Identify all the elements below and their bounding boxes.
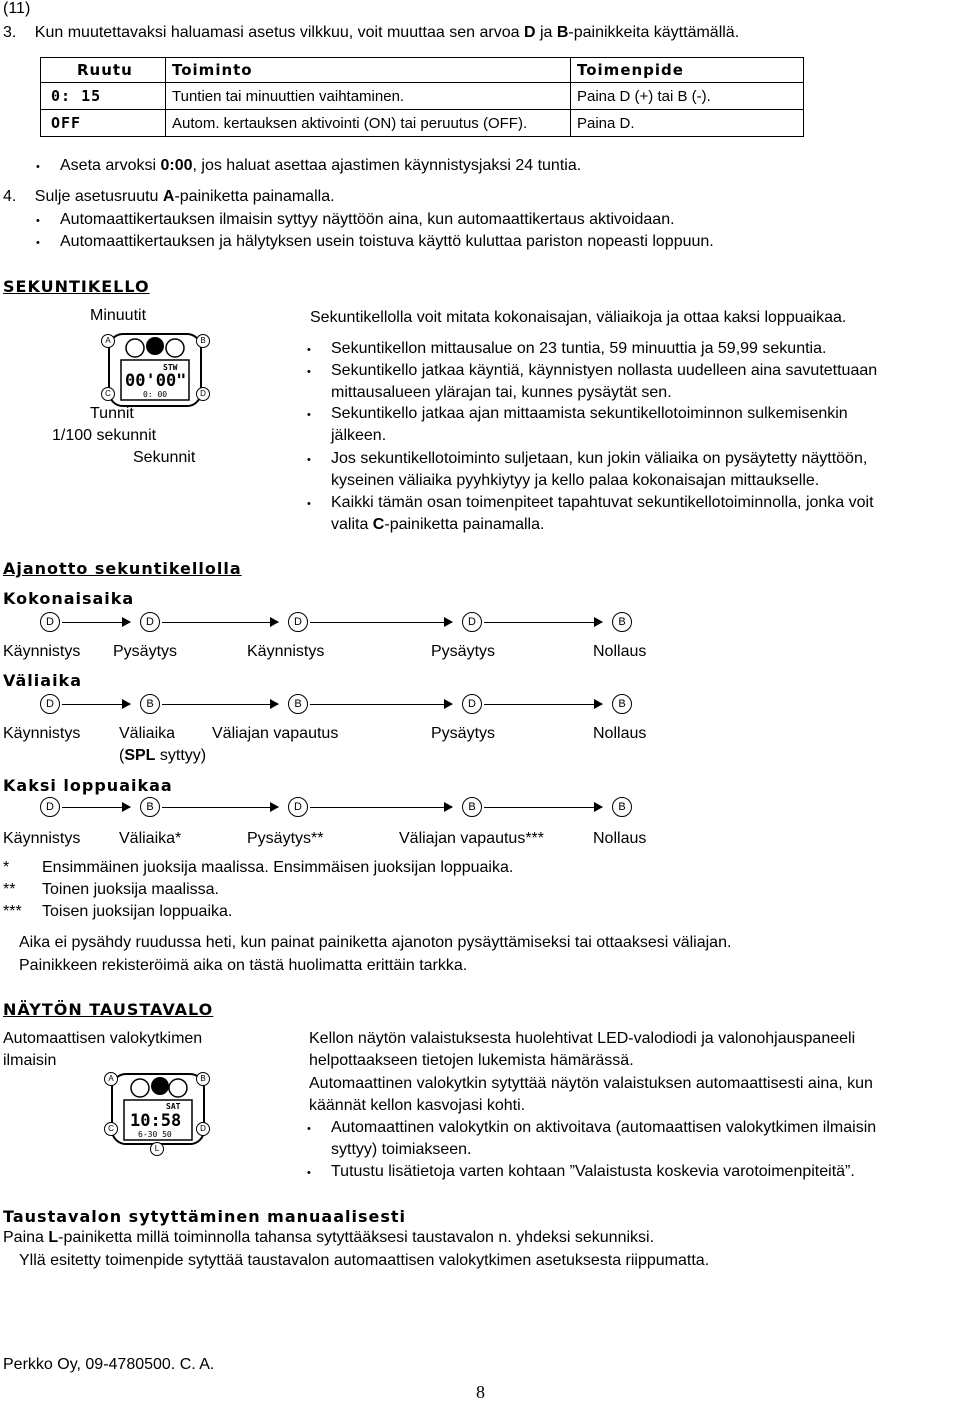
subheading-two-finish: Kaksi loppuaikaa — [3, 776, 173, 795]
subheading-split: Väliaika — [3, 671, 82, 690]
footnote-text: Ensimmäinen juoksija maalissa. Ensimmäisen juoksijan loppuaika. — [42, 859, 514, 876]
bullet-text: -painiketta painamalla. — [384, 516, 545, 533]
lcd-mode-text: STW — [163, 363, 178, 372]
note-text: ( — [119, 747, 125, 764]
subdial — [151, 1077, 169, 1095]
button-d-icon: D — [196, 1122, 210, 1136]
step-number: 3. — [3, 24, 17, 41]
step-label: Pysäytys — [113, 643, 178, 660]
bullet-item: • Sekuntikello jatkaa ajan mittaamista sekuntikellotoiminnon sulkemisenkin — [331, 405, 848, 423]
bullet-item: • Automaattikertauksen ja hälytyksen usein toistuva käyttö kuluttaa pariston nopeasti loppuun. — [60, 233, 714, 251]
stopwatch-intro: Sekuntikellolla voit mitata kokonaisajan, väliaikoja ja ottaa kaksi loppuaikaa. — [310, 309, 847, 326]
subdial — [131, 1079, 149, 1097]
table-header-row — [41, 58, 804, 83]
step-number: 4. — [3, 188, 17, 205]
step-label: Käynnistys — [3, 830, 81, 847]
step-label: Käynnistys — [3, 725, 81, 742]
key-c: C — [372, 516, 385, 533]
bullet-item: • Aika ei pysähdy ruudussa heti, kun painat painiketta ajanoton pysäyttämiseksi tai ottaaksesi väliajan. — [19, 934, 731, 952]
bullet-item: • Automaattinen valokytkin on aktivoitava (automaattisen valokytkimen ilmaisin — [331, 1119, 876, 1137]
step-label: Väliajan vapautus*** — [399, 830, 544, 847]
button-icon: B — [612, 612, 632, 632]
lcd-mode-text: SAT — [166, 1102, 181, 1111]
label-seconds: Sekunnit — [133, 449, 196, 466]
button-icon: D — [40, 612, 60, 632]
lcd-sub-text: 6-30 50 — [138, 1130, 172, 1139]
bullet-text: , jos haluat asettaa ajastimen käynnistysjaksi 24 tuntia. — [192, 157, 582, 174]
arrow-right-icon — [484, 807, 602, 808]
step-text: Sulje asetusruutu — [34, 188, 163, 205]
lcd-screen: 0: 15 — [41, 83, 166, 110]
table-cell: Paina D (+) tai B (-). — [571, 83, 804, 110]
step-label: Väliaika* — [119, 830, 182, 847]
lcd-main-text: 00'00" — [125, 371, 187, 391]
lcd-screen: OFF — [41, 110, 166, 137]
button-icon: B — [612, 694, 632, 714]
bullet-continuation — [331, 516, 544, 534]
manual-text-part: Paina — [3, 1229, 49, 1246]
button-icon: B — [288, 694, 308, 714]
bullet-item — [60, 157, 581, 175]
bullet-item: • Tutustu lisätietoja varten kohtaan ”Valaistusta koskevia varotoimenpiteitä”. — [331, 1163, 855, 1181]
step-text: ja — [535, 24, 557, 41]
button-icon: D — [462, 694, 482, 714]
key-l: L — [48, 1229, 59, 1246]
paragraph: Kellon näytön valaistuksesta huolehtivat LED-valodiodi ja valonohjauspaneeli — [309, 1030, 856, 1047]
step-4 — [3, 188, 335, 206]
section-heading-backlight: NÄYTÖN TAUSTAVALO — [3, 1000, 214, 1019]
arrow-right-icon — [162, 704, 278, 705]
bullet-text: valita — [331, 516, 373, 533]
paragraph: helpottaakseen tietojen lukemista hämärässä. — [309, 1052, 634, 1069]
button-icon: B — [140, 694, 160, 714]
step-text: -painikkeita käyttämällä. — [568, 24, 740, 41]
button-icon: D — [140, 612, 160, 632]
arrow-right-icon — [62, 622, 130, 623]
label-minutes: Minuutit — [90, 307, 147, 324]
page-tag: (11) — [3, 0, 31, 17]
step-label: Nollaus — [593, 830, 647, 847]
button-l-icon: L — [150, 1142, 164, 1156]
table-header: Ruutu — [41, 58, 166, 83]
button-b-icon: B — [196, 334, 210, 348]
button-b-icon: B — [196, 1072, 210, 1086]
step-label: Pysäytys — [431, 643, 496, 660]
footer-company: Perkko Oy, 09-4780500. C. A. — [3, 1356, 215, 1373]
subheading-manual-light: Taustavalon sytyttäminen manuaalisesti — [3, 1207, 406, 1226]
bullet-item: • Yllä esitetty toimenpide sytyttää taustavalon automaattisen valokytkimen asetuksesta riippumatta. — [19, 1252, 709, 1270]
table-cell: Autom. kertauksen aktivointi (ON) tai peruutus (OFF). — [166, 110, 571, 137]
arrow-right-icon — [310, 807, 452, 808]
bullet-text: Aseta arvoksi — [60, 157, 161, 174]
settings-table — [40, 57, 804, 137]
subdial — [166, 339, 184, 357]
table-cell: Tuntien tai minuuttien vaihtaminen. — [166, 83, 571, 110]
section-heading-timing: Ajanotto sekuntikellolla — [3, 559, 242, 578]
table-header: Toimenpide — [571, 58, 804, 83]
step-label: Väliaika — [119, 725, 176, 742]
arrow-right-icon — [484, 622, 602, 623]
button-a-icon: A — [101, 334, 115, 348]
footnote-text: Toinen juoksija maalissa. — [42, 881, 219, 898]
button-c-icon: C — [101, 387, 115, 401]
button-icon: D — [40, 694, 60, 714]
subheading-total: Kokonaisaika — [3, 589, 135, 608]
caption: Automaattisen valokytkimen — [3, 1030, 203, 1047]
caption: ilmaisin — [3, 1052, 57, 1069]
footnote-mark: *** — [3, 903, 22, 920]
bullet-continuation: kyseinen väliaika pyyhkiytyy ja kello palaa kokonaisajan mittaukselle. — [331, 472, 820, 489]
page-number: 8 — [476, 1382, 485, 1402]
split-note — [119, 747, 206, 765]
paragraph: käännät kellon kasvojasi kohti. — [309, 1097, 526, 1114]
subdial — [169, 1079, 187, 1097]
step-label: Käynnistys — [247, 643, 325, 660]
label-hundredths: 1/100 sekunnit — [52, 427, 157, 444]
bullet-continuation: mittausalueen ylärajan tai, kunnes pysäytät sen. — [331, 384, 672, 401]
button-icon: B — [612, 797, 632, 817]
table-row — [41, 110, 804, 137]
bullet-item: • Automaattikertauksen ilmaisin syttyy näyttöön aina, kun automaattikertaus aktivoidaan. — [60, 211, 675, 229]
key-a: A — [162, 188, 175, 205]
button-a-icon: A — [104, 1072, 118, 1086]
arrow-right-icon — [310, 704, 452, 705]
button-d-icon: D — [196, 387, 210, 401]
bullet-item: • Sekuntikello jatkaa käyntiä, käynnistyen nollasta uudelleen aina savutettuaan — [331, 362, 877, 380]
lcd-sub-text: 0: 00 — [143, 390, 168, 399]
button-icon: D — [462, 612, 482, 632]
table-cell: Paina D. — [571, 110, 804, 137]
label-hours: Tunnit — [90, 405, 134, 422]
step-label: Käynnistys — [3, 643, 81, 660]
manual-text — [3, 1229, 654, 1247]
table-header: Toiminto — [166, 58, 571, 83]
bullet-item: • Kaikki tämän osan toimenpiteet tapahtuvat sekuntikellotoiminnolla, jonka voit — [331, 494, 874, 512]
button-icon: D — [288, 612, 308, 632]
button-icon: B — [140, 797, 160, 817]
arrow-right-icon — [62, 704, 130, 705]
step-text: -painiketta painamalla. — [174, 188, 335, 205]
step-label: Nollaus — [593, 643, 647, 660]
bullet-item: • Jos sekuntikellotoiminto suljetaan, kun jokin väliaika on pysäytetty näyttöön, — [331, 450, 867, 468]
bullet-item: • Sekuntikellon mittausalue on 23 tuntia, 59 minuuttia ja 59,99 sekuntia. — [331, 340, 826, 358]
step-text: Kun muutettavaksi haluamasi asetus vilkkuu, voit muuttaa sen arvoa — [34, 24, 524, 41]
table-row — [41, 83, 804, 110]
lcd-main-text: 10:58 — [130, 1111, 182, 1131]
footnote-mark: ** — [3, 881, 16, 898]
step-label: Nollaus — [593, 725, 647, 742]
footnote-mark: * — [3, 859, 10, 876]
bullet-continuation: Painikkeen rekisteröimä aika on tästä huolimatta erittäin tarkka. — [19, 957, 468, 974]
note-text: syttyy) — [155, 747, 207, 764]
button-icon: D — [40, 797, 60, 817]
value-text: 0:00 — [160, 157, 193, 174]
step-3 — [3, 24, 739, 42]
button-c-icon: C — [104, 1122, 118, 1136]
button-icon: B — [462, 797, 482, 817]
spl-indicator: SPL — [124, 747, 156, 764]
arrow-right-icon — [310, 622, 452, 623]
button-icon: D — [288, 797, 308, 817]
step-label: Pysäytys — [431, 725, 496, 742]
step-label: Väliajan vapautus — [212, 725, 339, 742]
subdial — [126, 339, 144, 357]
step-label: Pysäytys** — [247, 830, 324, 847]
manual-text-part: -painiketta millä toiminnolla tahansa sytyttääksesi taustavalon n. yhdeksi sekunniksi. — [58, 1229, 655, 1246]
paragraph: Automaattinen valokytkin sytyttää näytön valaistuksen automaattisesti aina, kun — [309, 1075, 873, 1092]
key-b: B — [556, 24, 569, 41]
subdial — [146, 337, 164, 355]
section-heading-stopwatch: SEKUNTIKELLO — [3, 277, 150, 296]
bullet-continuation: syttyy) toimiakseen. — [331, 1141, 472, 1158]
footnote-text: Toisen juoksijan loppuaika. — [42, 903, 233, 920]
key-d: D — [523, 24, 536, 41]
bullet-continuation: jälkeen. — [331, 427, 387, 444]
arrow-right-icon — [62, 807, 130, 808]
arrow-right-icon — [162, 807, 278, 808]
arrow-right-icon — [484, 704, 602, 705]
arrow-right-icon — [162, 622, 278, 623]
